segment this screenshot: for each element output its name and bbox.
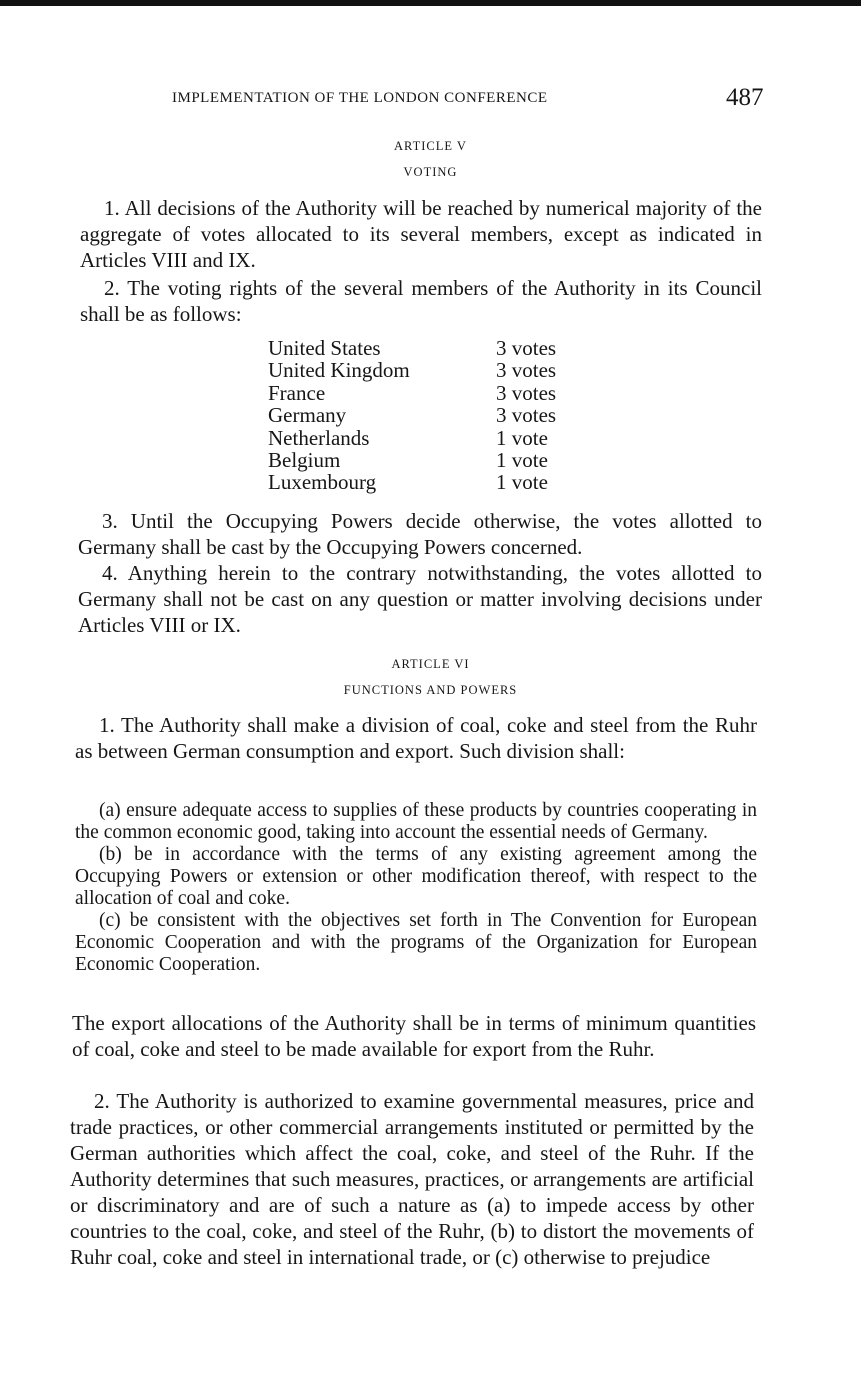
country-name: France [268,380,326,405]
vote-count: 1 vote [496,470,548,495]
article-vi-subtitle: FUNCTIONS AND POWERS [343,683,518,697]
article-vi-paragraph-2: 2. The Authority is authorized to examine governmental measures, price and trade practices, or other commercial arrangements instituted or permitted by the German authorities which affect the coal, coke, and steel of the Ruhr. If the Authority determines that such measures, practices, or arrangements are artificial or discriminatory and are of such a nature as (a) to impede access by other countries to the coal, coke, and steel of the Ruhr, (b) to distort the movements of Ruhr coal, coke and steel in international trade, or (c) otherwise to prejudice [70,1089,754,1269]
table-row [268,449,556,471]
vote-count: 3 votes [496,358,557,383]
page-top-border [0,0,861,6]
article-v-subtitle: VOTING [403,165,458,179]
country-name: Germany [268,403,347,428]
table-row [268,337,556,359]
subparagraph-b: (b) be in accordance with the terms of any existing agreement among the Occupying Powers or extension or other modification thereof, with respect to the allocation of coal and coke. [75,844,757,909]
table-row [268,382,556,404]
article-v-paragraph-4: 4. Anything herein to the contrary notwithstanding, the votes allotted to Germany shall not be cast on any question or matter involving decisions under Articles VIII or IX. [78,561,762,637]
vote-count: 1 vote [496,448,548,473]
voting-rights-table [268,337,556,494]
country-name: United Kingdom [268,358,410,383]
article-vi-title: ARTICLE VI [391,657,470,671]
page-number: 487 [726,84,764,111]
running-header-title: IMPLEMENTATION OF THE LONDON CONFERENCE [172,90,548,106]
table-row [268,427,556,449]
country-name: Luxembourg [268,470,377,495]
table-row [268,404,556,426]
country-name: Netherlands [268,425,370,450]
article-v-paragraph-3: 3. Until the Occupying Powers decide otherwise, the votes allotted to Germany shall be cast by the Occupying Powers concerned. [78,509,762,559]
subparagraph-c: (c) be consistent with the objectives set forth in The Convention for European Economic Cooperation and with the programs of the Organization for European Economic Cooperation. [75,910,757,975]
export-allocations-paragraph: The export allocations of the Authority shall be in terms of minimum quantities of coal, coke and steel to be made available for export from the Ruhr. [72,1011,756,1061]
article-v-paragraph-2: 2. The voting rights of the several members of the Authority in its Council shall be as follows: [80,276,762,326]
country-name: United States [268,336,381,360]
article-v-title: ARTICLE V [394,139,467,153]
vote-count: 1 vote [496,425,548,450]
article-vi-paragraph-1: 1. The Authority shall make a division of coal, coke and steel from the Ruhr as between German consumption and export. Such division shall: [75,713,757,763]
article-v-paragraph-1: 1. All decisions of the Authority will be reached by numerical majority of the aggregate of votes allocated to its several members, except as indicated in Articles VIII and IX. [80,196,762,272]
table-row [268,471,556,493]
table-row [268,359,556,381]
country-name: Belgium [268,448,341,473]
vote-count: 3 votes [496,336,557,360]
subparagraph-list [75,800,757,976]
vote-count: 3 votes [496,403,557,428]
subparagraph-a: (a) ensure adequate access to supplies of these products by countries cooperating in the common economic good, taking into account the essential needs of Germany. [75,800,757,843]
vote-count: 3 votes [496,380,557,405]
